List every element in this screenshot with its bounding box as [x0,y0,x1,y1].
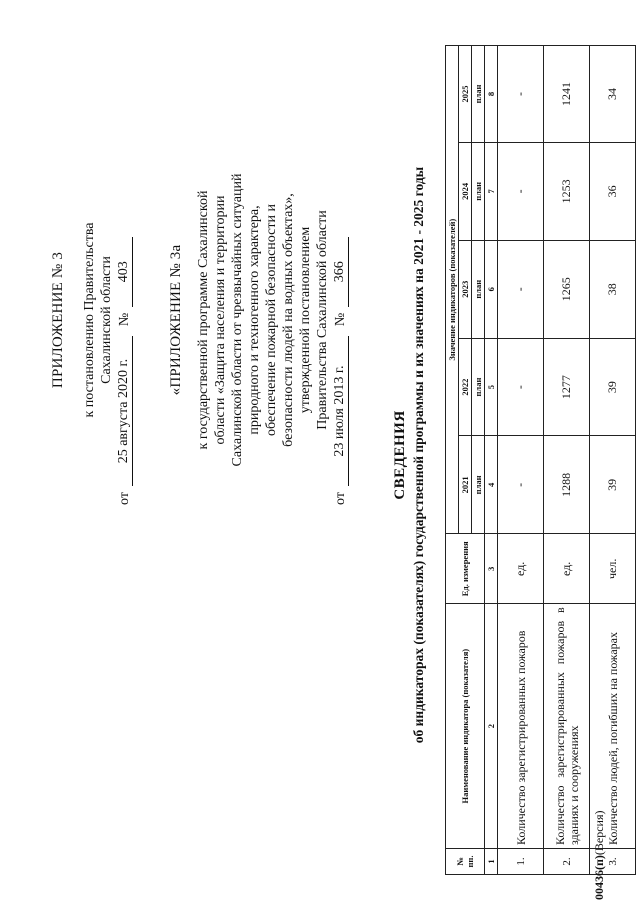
row-num: 1. [498,849,544,875]
row-value: - [498,338,544,436]
footer [592,811,607,901]
header-plan: план [472,436,485,534]
header-num: № пп. [446,849,485,875]
appendix-3a-number-label: № [333,312,348,327]
header-values-group: Значение индикаторов (показателей) [446,46,459,534]
appendix-3a-from-label: от [333,492,348,505]
row-value: - [498,46,544,143]
header-year: 2024 [459,142,472,240]
table-row [544,46,590,875]
appendix-3a-line: Сахалинской области от чрезвычайных ситуаций [230,173,245,467]
header-name: Наименование индикатора (показателя) [446,604,485,849]
col-number: 4 [485,436,498,534]
appendix-3a-number: 366 [331,237,349,307]
row-value: 36 [590,142,636,240]
appendix-3a-block [168,135,349,505]
footer-wrap [592,790,612,900]
indicators-table [445,45,636,875]
document-heading [392,95,427,815]
appendix-3-line2: Сахалинской области [99,256,114,384]
appendix-3a-line: природного и техногенного характера, [247,205,262,435]
appendix-3-date: 25 августа 2020 г. [115,336,133,486]
row-unit: ед. [498,534,544,604]
row-name: Количество людей, погибших на пожарах [590,604,636,849]
header-plan: план [472,338,485,436]
row-value: 38 [590,240,636,338]
table-row [498,46,544,875]
row-value: 34 [590,46,636,143]
col-number: 2 [485,604,498,849]
row-name: Количество зарегистрированных пожаров [498,604,544,849]
header-year: 2025 [459,46,472,143]
heading-title: СВЕДЕНИЯ [392,410,408,500]
header-plan: план [472,240,485,338]
appendix-3a-line: утвержденной постановлением [298,226,313,414]
col-number: 1 [485,849,498,875]
col-number: 5 [485,338,498,436]
row-value: - [498,240,544,338]
appendix-3a-date: 23 июля 2013 г. [331,336,349,486]
header-year: 2023 [459,240,472,338]
appendix-3a-line: безопасности людей на водных объектах», [281,193,296,447]
appendix-3-number: 403 [115,237,133,307]
row-value: 1253 [544,142,590,240]
header-unit: Ед. измерения [446,534,485,604]
header-year: 2021 [459,436,472,534]
appendix-3a-line: области «Защита населения и территории [213,195,228,445]
appendix-3a-line: Правительства Сахалинской области [315,210,330,430]
row-value: 1265 [544,240,590,338]
header-plan: план [472,46,485,143]
heading-subtitle: об индикаторах (показателях) государственной программы и их значениях на 2021 - 2025 годы [411,166,426,744]
appendix-3-from-label: от [117,492,132,505]
row-value: 1277 [544,338,590,436]
col-number: 7 [485,142,498,240]
appendix-3-number-label: № [117,312,132,327]
appendix-3a-date-row [331,135,349,505]
row-value: - [498,436,544,534]
col-number: 6 [485,240,498,338]
col-number: 3 [485,534,498,604]
appendix-3-title: ПРИЛОЖЕНИЕ № 3 [50,251,66,389]
row-name: Количество зарегистрированных пожаров в зданиях и сооружениях [544,604,590,849]
row-value: 1241 [544,46,590,143]
appendix-3-block [50,135,133,505]
table-row [590,46,636,875]
row-unit: чел. [590,534,636,604]
appendix-3a-line: обеспечение пожарной безопасности и [264,204,279,436]
appendix-3a-title: «ПРИЛОЖЕНИЕ № 3а [168,244,184,396]
row-num: 3. [590,849,636,875]
row-value: 39 [590,338,636,436]
footer-version: (Версия) [592,810,606,856]
column-numbers-row [485,46,498,875]
row-num: 2. [544,849,590,875]
row-value: 39 [590,436,636,534]
appendix-3-line1: к постановлению Правительства [82,222,97,418]
footer-code: 00436(п) [592,855,606,900]
col-number: 8 [485,46,498,143]
header-year: 2022 [459,338,472,436]
appendix-3a-line: к государственной программе Сахалинской [196,190,211,450]
row-value: - [498,142,544,240]
row-value: 1288 [544,436,590,534]
row-unit: ед. [544,534,590,604]
appendix-3-date-row [115,135,133,505]
header-plan: план [472,142,485,240]
